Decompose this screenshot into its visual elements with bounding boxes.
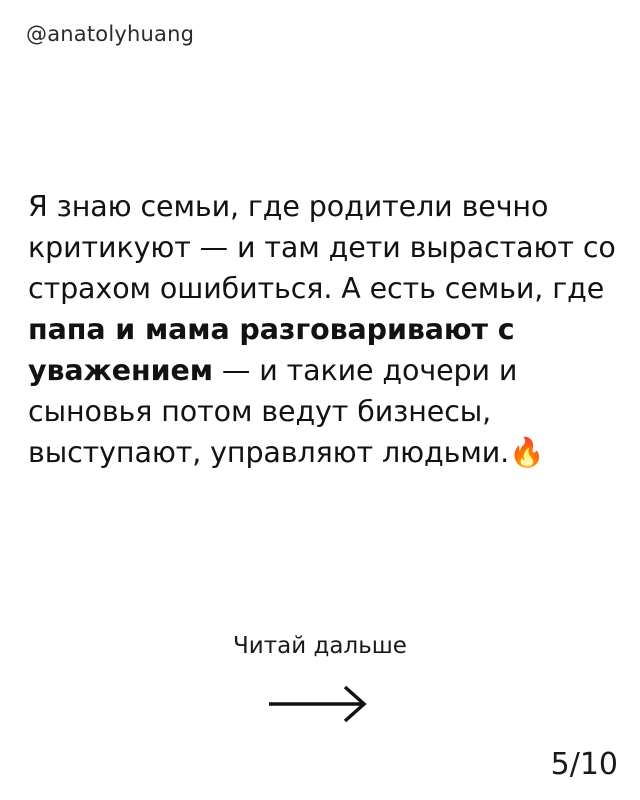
arrow-right-icon (265, 680, 375, 728)
slide-body-text (28, 186, 616, 473)
next-slide-arrow[interactable] (0, 680, 640, 728)
body-segment-2: — и такие дочери и сыновья потом ведут бизнесы, выступают, управляют людьми. (28, 354, 518, 469)
page-number: 5/10 (550, 747, 618, 782)
fire-icon: 🔥 (509, 436, 545, 469)
cta-label: Читай дальше (233, 633, 407, 659)
author-handle: @anatolyhuang (26, 22, 195, 46)
body-segment-1: Я знаю семьи, где родители вечно критикуют — и там дети вырастают со страхом ошибиться. А есть семьи, где (28, 190, 616, 305)
body-bold-phrase: папа и мама разговаривают с уважением (28, 313, 515, 387)
